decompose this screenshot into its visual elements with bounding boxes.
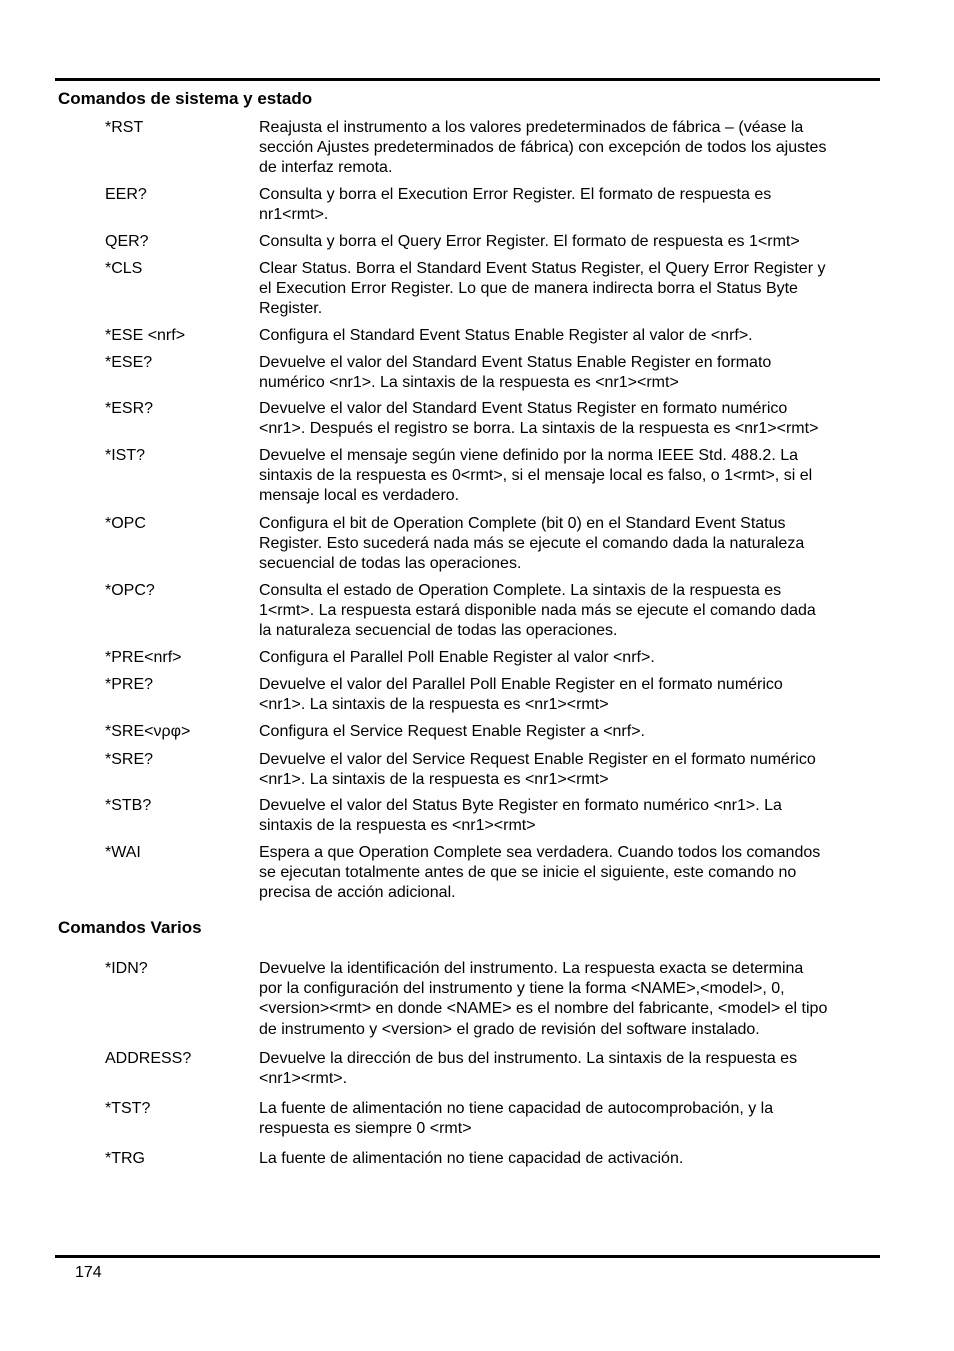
top-rule bbox=[55, 78, 880, 81]
command-description bbox=[259, 843, 889, 904]
description-line: Devuelve el valor del Standard Event Status Register en formato numérico bbox=[259, 400, 788, 417]
description-line: Register. bbox=[259, 300, 323, 318]
command-description bbox=[259, 1149, 889, 1169]
command-name: *RST bbox=[105, 119, 144, 136]
description-line: Devuelve la dirección de bus del instrumento. La sintaxis de la respuesta es bbox=[259, 1050, 798, 1067]
command-name: *SRE? bbox=[105, 751, 154, 768]
command-description bbox=[259, 959, 889, 1040]
command-name: *IST? bbox=[105, 447, 146, 464]
description-line: <nr1>. Después el registro se borra. La sintaxis de la respuesta es <nr1><rmt> bbox=[259, 420, 819, 438]
description-line: <nr1><rmt>. bbox=[259, 1070, 348, 1088]
description-line: sintaxis de la respuesta es <nr1><rmt> bbox=[259, 817, 536, 835]
command-description bbox=[259, 1099, 889, 1139]
description-line: Devuelve la identificación del instrumento. La respuesta exacta se determina bbox=[259, 960, 804, 977]
command-name: *ESE? bbox=[105, 354, 153, 371]
description-line: 1<rmt>. La respuesta estará disponible nada más se ejecute el comando dada bbox=[259, 602, 816, 620]
description-line: Devuelve el valor del Status Byte Register en formato numérico <nr1>. La bbox=[259, 797, 782, 814]
command-description bbox=[259, 796, 889, 836]
command-description bbox=[259, 581, 889, 642]
command-description bbox=[259, 259, 889, 320]
section-title-misc: Comandos Varios bbox=[58, 918, 202, 937]
command-name: *ESE <nrf> bbox=[105, 327, 186, 344]
description-line: Espera a que Operation Complete sea verdadera. Cuando todos los comandos bbox=[259, 844, 821, 861]
command-name: *TRG bbox=[105, 1150, 145, 1167]
command-name: *IDN? bbox=[105, 960, 148, 977]
description-line: La fuente de alimentación no tiene capacidad de activación. bbox=[259, 1150, 684, 1167]
description-line: de instrumento y <version> el grado de revisión del software instalado. bbox=[259, 1020, 760, 1038]
description-line: nr1<rmt>. bbox=[259, 206, 329, 224]
description-line: Consulta el estado de Operation Complete. La sintaxis de la respuesta es bbox=[259, 582, 782, 599]
description-line: sección Ajustes predeterminados de fábrica) con excepción de todos los ajustes bbox=[259, 139, 827, 157]
command-description bbox=[259, 446, 889, 507]
command-name: QER? bbox=[105, 233, 149, 250]
command-name: *TST? bbox=[105, 1100, 151, 1117]
description-line: <nr1>. La sintaxis de la respuesta es <nr1><rmt> bbox=[259, 696, 609, 714]
command-name: EER? bbox=[105, 186, 147, 203]
description-line: secuencial de todas las operaciones. bbox=[259, 555, 522, 573]
description-line: numérico <nr1>. La sintaxis de la respuesta es <nr1><rmt> bbox=[259, 374, 679, 392]
description-line: Reajusta el instrumento a los valores predeterminados de fábrica – (véase la bbox=[259, 119, 804, 136]
description-line: Configura el Service Request Enable Register a <nrf>. bbox=[259, 723, 645, 740]
description-line: Configura el bit de Operation Complete (bit 0) en el Standard Event Status bbox=[259, 515, 786, 532]
description-line: Consulta y borra el Execution Error Register. El formato de respuesta es bbox=[259, 186, 772, 203]
command-name: *WAI bbox=[105, 844, 141, 861]
command-name: *CLS bbox=[105, 260, 143, 277]
command-description bbox=[259, 326, 889, 346]
command-description bbox=[259, 185, 889, 225]
description-line: Configura el Standard Event Status Enable Register al valor de <nrf>. bbox=[259, 327, 753, 344]
command-description bbox=[259, 1049, 889, 1089]
description-line: Configura el Parallel Poll Enable Register al valor <nrf>. bbox=[259, 649, 655, 666]
command-name: *OPC bbox=[105, 515, 146, 532]
section-title-system-status: Comandos de sistema y estado bbox=[58, 89, 313, 108]
description-line: <version><rmt> en donde <NAME> es el nombre del fabricante, <model> el tipo bbox=[259, 1000, 828, 1018]
page-number: 174 bbox=[75, 1264, 102, 1281]
command-description bbox=[259, 722, 889, 742]
description-line: el Execution Error Register. Lo que de manera indirecta borra el Status Byte bbox=[259, 280, 798, 298]
description-line: por la configuración del instrumento y tiene la forma <NAME>,<model>, 0, bbox=[259, 980, 785, 998]
command-name: *STB? bbox=[105, 797, 152, 814]
description-line: de interfaz remota. bbox=[259, 159, 393, 177]
description-line: Devuelve el valor del Parallel Poll Enable Register en el formato numérico bbox=[259, 676, 783, 693]
description-line: sintaxis de la respuesta es 0<rmt>, si el mensaje local es falso, o 1<rmt>, si el bbox=[259, 467, 813, 485]
command-name: ADDRESS? bbox=[105, 1050, 192, 1067]
description-line: precisa de acción adicional. bbox=[259, 884, 456, 902]
description-line: Devuelve el valor del Service Request Enable Register en el formato numérico bbox=[259, 751, 816, 768]
description-line: Register. Esto sucederá nada más se ejecute el comando dada la naturaleza bbox=[259, 535, 805, 553]
description-line: respuesta es siempre 0 <rmt> bbox=[259, 1120, 472, 1138]
command-description bbox=[259, 399, 889, 439]
description-line: Consulta y borra el Query Error Register. El formato de respuesta es 1<rmt> bbox=[259, 233, 800, 250]
description-line: <nr1>. La sintaxis de la respuesta es <nr1><rmt> bbox=[259, 771, 609, 789]
command-description bbox=[259, 118, 889, 179]
command-name: *OPC? bbox=[105, 582, 155, 599]
description-line: mensaje local es verdadero. bbox=[259, 487, 460, 505]
description-line: la naturaleza secuencial de todas las operaciones. bbox=[259, 622, 618, 640]
command-description bbox=[259, 353, 889, 393]
command-name: *ESR? bbox=[105, 400, 154, 417]
description-line: Devuelve el mensaje según viene definido por la norma IEEE Std. 488.2. La bbox=[259, 447, 798, 464]
command-name: *PRE? bbox=[105, 676, 154, 693]
description-line: se ejecutan totalmente antes de que se inicie el siguiente, este comando no bbox=[259, 864, 797, 882]
command-description bbox=[259, 675, 889, 715]
command-name: *SRE<νρφ> bbox=[105, 723, 191, 740]
command-name: *PRE<nrf> bbox=[105, 649, 182, 666]
command-description bbox=[259, 514, 889, 575]
command-description bbox=[259, 750, 889, 790]
description-line: Clear Status. Borra el Standard Event Status Register, el Query Error Register y bbox=[259, 260, 826, 277]
description-line: La fuente de alimentación no tiene capacidad de autocomprobación, y la bbox=[259, 1100, 774, 1117]
description-line: Devuelve el valor del Standard Event Status Enable Register en formato bbox=[259, 354, 772, 371]
command-description bbox=[259, 648, 889, 668]
bottom-rule bbox=[55, 1255, 880, 1258]
command-description bbox=[259, 232, 889, 252]
